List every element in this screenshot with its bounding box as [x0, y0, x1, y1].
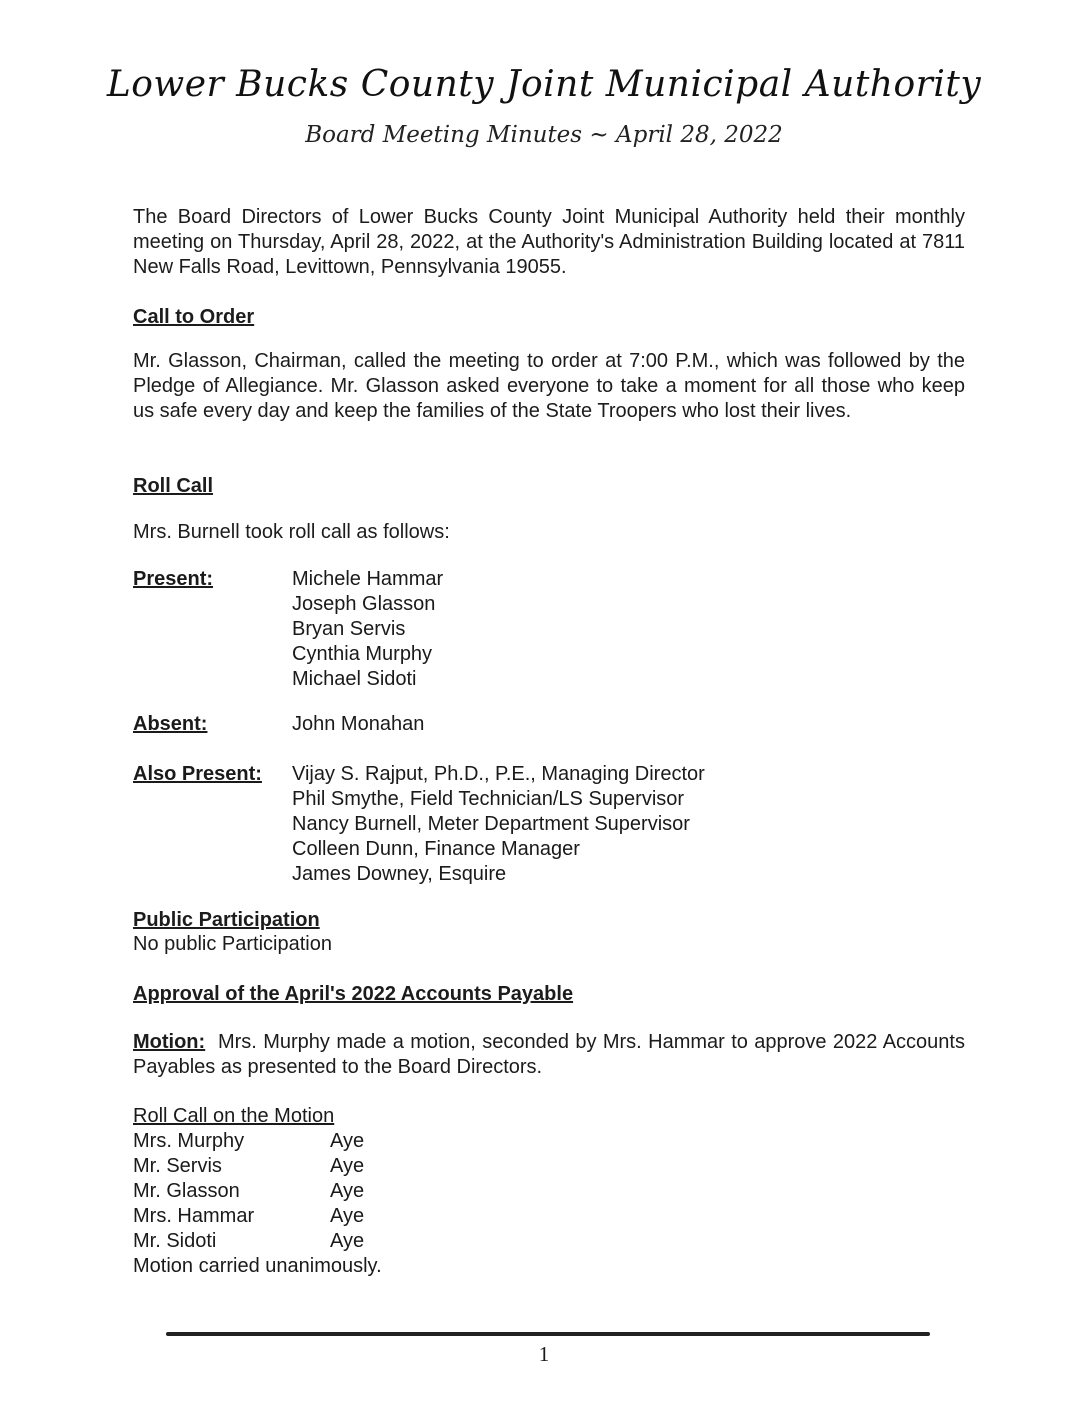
also-present-member: Nancy Burnell, Meter Department Supervisor — [292, 813, 690, 835]
vote-value: Aye — [330, 1155, 365, 1177]
vote-value: Aye — [330, 1130, 365, 1152]
also-present-member: James Downey, Esquire — [292, 863, 507, 885]
intro-paragraph: The Board Directors of Lower Bucks County Joint Municipal Authority held their monthly meeting on Thursday, April 28, 2022, at the Authority's Administration Building located at 7811 New Falls Road, Levittown, Pennsylvania 19055. — [133, 206, 965, 278]
page-number: 1 — [538, 1342, 550, 1366]
also-present-label: Also Present: — [133, 763, 262, 785]
vote-value: Aye — [330, 1180, 365, 1202]
absent-member: John Monahan — [292, 713, 425, 735]
call-to-order-heading: Call to Order — [133, 306, 255, 328]
vote-row — [133, 1129, 382, 1154]
absent-list — [292, 712, 424, 737]
vote-value: Aye — [330, 1205, 365, 1227]
footer-divider — [166, 1332, 930, 1336]
present-member: Bryan Servis — [292, 618, 406, 640]
accounts-payable-heading: Approval of the April's 2022 Accounts Payable — [133, 983, 574, 1005]
motion-roll-call-title: Roll Call on the Motion — [133, 1105, 335, 1127]
present-member: Michele Hammar — [292, 568, 444, 590]
voter-name: Mr. Glasson — [133, 1180, 240, 1202]
present-list — [292, 567, 443, 692]
also-present-member: Colleen Dunn, Finance Manager — [292, 838, 580, 860]
public-participation-heading: Public Participation — [133, 909, 320, 931]
vote-row — [133, 1179, 382, 1204]
voter-name: Mr. Sidoti — [133, 1230, 217, 1252]
also-present-list — [292, 762, 705, 887]
vote-value: Aye — [330, 1230, 365, 1252]
voter-name: Mrs. Hammar — [133, 1205, 255, 1227]
motion-result: Motion carried unanimously. — [133, 1255, 382, 1277]
present-member: Joseph Glasson — [292, 593, 436, 615]
present-member: Michael Sidoti — [292, 668, 417, 690]
roll-call-heading: Roll Call — [133, 475, 214, 497]
also-present-member: Phil Smythe, Field Technician/LS Supervisor — [292, 788, 685, 810]
motion-label: Motion: — [133, 1031, 206, 1053]
motion-text: Mrs. Murphy made a motion, seconded by Mrs. Hammar to approve 2022 Accounts Payables as presented to the Board Directors. — [133, 1031, 965, 1078]
vote-row — [133, 1154, 382, 1179]
voter-name: Mr. Servis — [133, 1155, 222, 1177]
call-to-order-text: Mr. Glasson, Chairman, called the meeting to order at 7:00 P.M., which was followed by the Pledge of Allegiance. Mr. Glasson asked everyone to take a moment for all those who keep us safe every day and keep the families of the State Troopers who lost their lives. — [133, 350, 965, 422]
present-label: Present: — [133, 568, 214, 590]
also-present-member: Vijay S. Rajput, Ph.D., P.E., Managing Director — [292, 763, 705, 785]
motion-roll-call — [133, 1104, 382, 1279]
motion-paragraph — [133, 1030, 965, 1080]
present-member: Cynthia Murphy — [292, 643, 433, 665]
voter-name: Mrs. Murphy — [133, 1130, 245, 1152]
vote-row — [133, 1229, 382, 1254]
document-subtitle: Board Meeting Minutes ~ April 28, 2022 — [305, 122, 783, 148]
vote-row — [133, 1204, 382, 1229]
public-participation-text: No public Participation — [133, 933, 332, 955]
document-title: Lower Bucks County Joint Municipal Authority — [106, 64, 982, 105]
absent-label: Absent: — [133, 713, 208, 735]
roll-call-intro: Mrs. Burnell took roll call as follows: — [133, 521, 450, 543]
